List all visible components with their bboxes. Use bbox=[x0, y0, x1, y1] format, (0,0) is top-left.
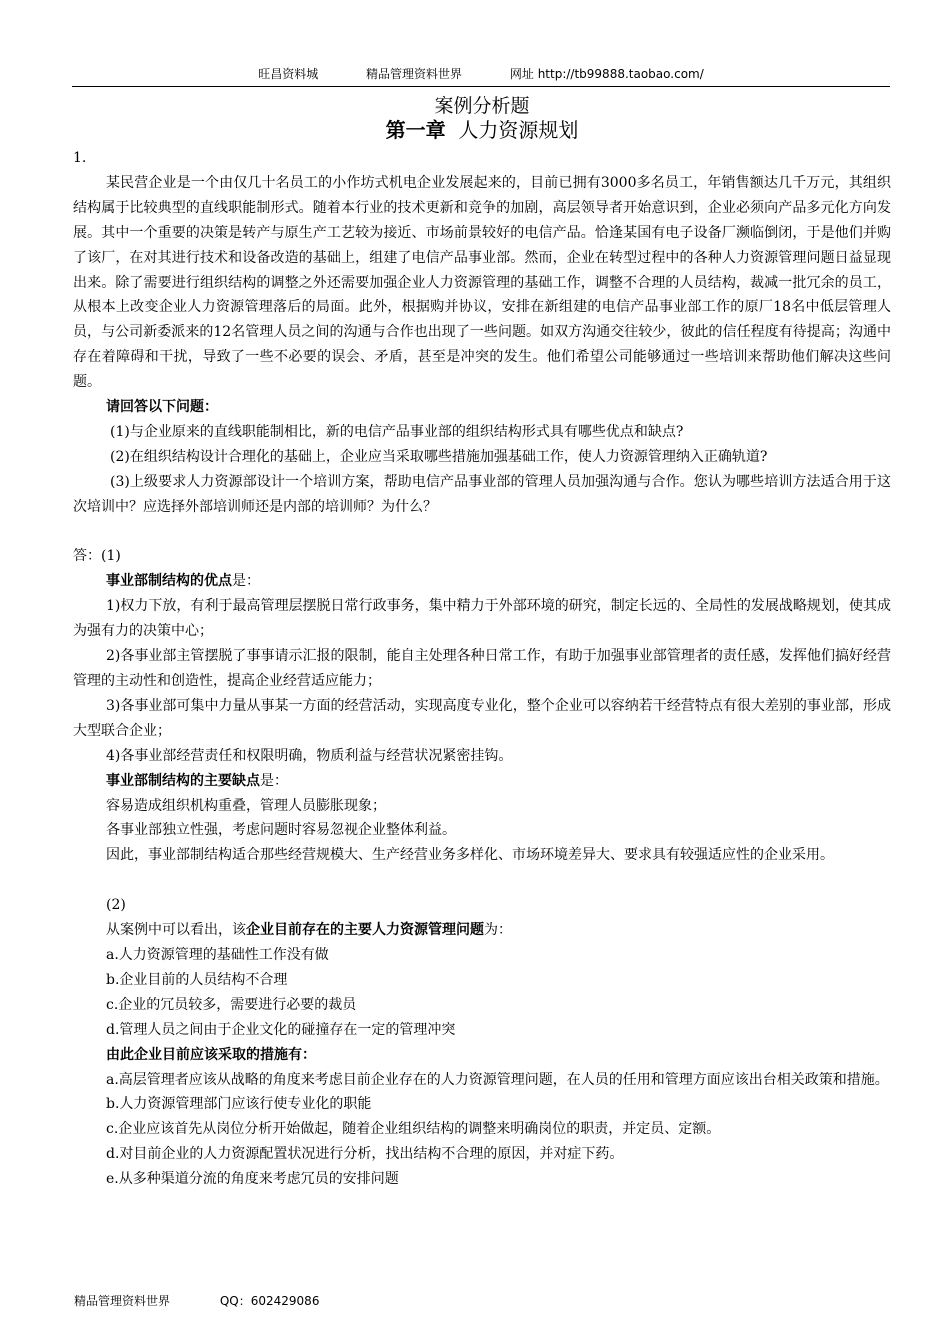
question-3: (3)上级要求人力资源部设计一个培训方案，帮助电信产品事业部的管理人员加强沟通与合作。您认为哪些培训方法适合用于这次培训中？应选择外部培训师还是内部的培训师？为什么？ bbox=[73, 473, 891, 515]
measure-c: c.企业应该首先从岗位分析开始做起，随着企业组织结构的调整来明确岗位的职责，并定员、定额。 bbox=[106, 1121, 721, 1138]
document-body bbox=[73, 94, 891, 1192]
measure-a: a.高层管理者应该从战略的角度来考虑目前企业存在的人力资源管理问题，在人员的任用和管理方面应该出台相关政策和措施。 bbox=[106, 1071, 889, 1088]
answer-1-conclusion: 因此，事业部制结构适合那些经营规模大、生产经营业务多样化、市场环境差异大、要求具有较强适应性的企业采用。 bbox=[106, 847, 834, 864]
problem-b: b.企业目前的人员结构不合理 bbox=[106, 971, 288, 988]
advantage-2: 2)各事业部主管摆脱了事事请示汇报的限制，能自主处理各种日常工作，有助于加强事业部管理者的责任感，发挥他们搞好经营管理的主动性和创造性，提高企业经营适应能力； bbox=[73, 648, 891, 690]
chapter-title bbox=[73, 118, 891, 142]
advantages-heading: 事业部制结构的优点是： bbox=[106, 573, 260, 590]
answer-1-label: 答：(1) bbox=[73, 548, 121, 565]
disadvantage-2: 各事业部独立性强，考虑问题时容易忽视企业整体利益。 bbox=[106, 822, 456, 839]
problem-c: c.企业的冗员较多，需要进行必要的裁员 bbox=[106, 996, 357, 1013]
disadvantage-1: 容易造成组织机构重叠，管理人员膨胀现象； bbox=[106, 797, 386, 814]
measure-d: d.对目前企业的人力资源配置状况进行分析，找出结构不合理的原因，并对症下药。 bbox=[106, 1146, 624, 1163]
document-title: 案例分析题 bbox=[434, 95, 530, 117]
chapter-label: 第一章 bbox=[385, 118, 446, 142]
header-brand: 精品管理资料世界 bbox=[366, 67, 463, 81]
page-header bbox=[72, 64, 890, 87]
question-1: (1)与企业原来的直线职能制相比，新的电信产品事业部的组织结构形式具有哪些优点和缺点? bbox=[110, 423, 684, 440]
page-footer bbox=[74, 1292, 319, 1309]
problem-d: d.管理人员之间由于企业文化的碰撞存在一定的管理冲突 bbox=[106, 1021, 456, 1038]
problem-a: a.人力资源管理的基础性工作没有做 bbox=[106, 946, 329, 963]
measure-e: e.从多种渠道分流的角度来考虑冗员的安排问题 bbox=[106, 1171, 399, 1188]
problems-intro: 从案例中可以看出，该企业目前存在的主要人力资源管理问题为： bbox=[106, 922, 512, 939]
footer-qq: QQ：602429086 bbox=[219, 1294, 320, 1308]
item-number: 1. bbox=[73, 150, 87, 166]
footer-brand: 精品管理资料世界 bbox=[74, 1294, 171, 1308]
advantage-3: 3)各事业部可集中力量从事某一方面的经营活动，实现高度专业化，整个企业可以容纳若干经营特点有很大差别的事业部，形成大型联合企业； bbox=[73, 697, 891, 739]
chapter-name: 人力资源规划 bbox=[458, 118, 579, 142]
header-url: 网址 http://tb99888.taobao.com/ bbox=[509, 67, 704, 81]
question-2: (2)在组织结构设计合理化的基础上，企业应当采取哪些措施加强基础工作，使人力资源管理纳入正确轨道? bbox=[110, 448, 768, 465]
advantage-4: 4)各事业部经营责任和权限明确，物质利益与经营状况紧密挂钩。 bbox=[106, 747, 513, 764]
header-site: 旺昌资料城 bbox=[258, 67, 319, 81]
measure-b: b.人力资源管理部门应该行使专业化的职能 bbox=[106, 1096, 372, 1113]
answer-2-label: (2) bbox=[106, 897, 126, 914]
advantage-1: 1)权力下放，有利于最高管理层摆脱日常行政事务，集中精力于外部环境的研究，制定长远的、全局性的发展战略规划，使其成为强有力的决策中心； bbox=[73, 598, 891, 640]
disadvantages-heading: 事业部制结构的主要缺点是： bbox=[106, 772, 288, 789]
questions-heading: 请回答以下问题： bbox=[106, 399, 218, 416]
case-text: 某民营企业是一个由仅几十名员工的小作坊式机电企业发展起来的，目前已拥有3000多名员工，年销售额达几千万元，其组织结构属于比较典型的直线职能制形式。随着本行业的技术更新和竞争的加剧，高层领导者开始意识到，企业必须向产品多元化方向发展。其中一个重要的决策是转产与原生产工艺较为接近、市场前景较好的电信产品。恰逢某国有电子设备厂濒临倒闭，于是他们并购了该厂，在对其进行技术和设备改造的基础上，组建了电信产品事业部。然而，企业在转型过程中的各种人力资源管理问题日益显现出来。除了需要进行组织结构的调整之外还需要加强企业人力资源管理的基础工作，调整不合理的人员结构，裁减一批冗余的员工，从根本上改变企业人力资源管理落后的局面。此外，根据购并协议，安排在新组建的电信产品事业部工作的原厂18名中低层管理人员，与公司新委派来的12名管理人员之间的沟通与合作也出现了一些问题。如双方沟通交往较少，彼此的信任程度有待提高；沟通中存在着障碍和干扰，导致了一些不必要的误会、矛盾，甚至是冲突的发生。他们希望公司能够通过一些培训来帮助他们解决这些问题。 bbox=[73, 174, 891, 391]
measures-heading: 由此企业目前应该采取的措施有： bbox=[106, 1046, 316, 1063]
